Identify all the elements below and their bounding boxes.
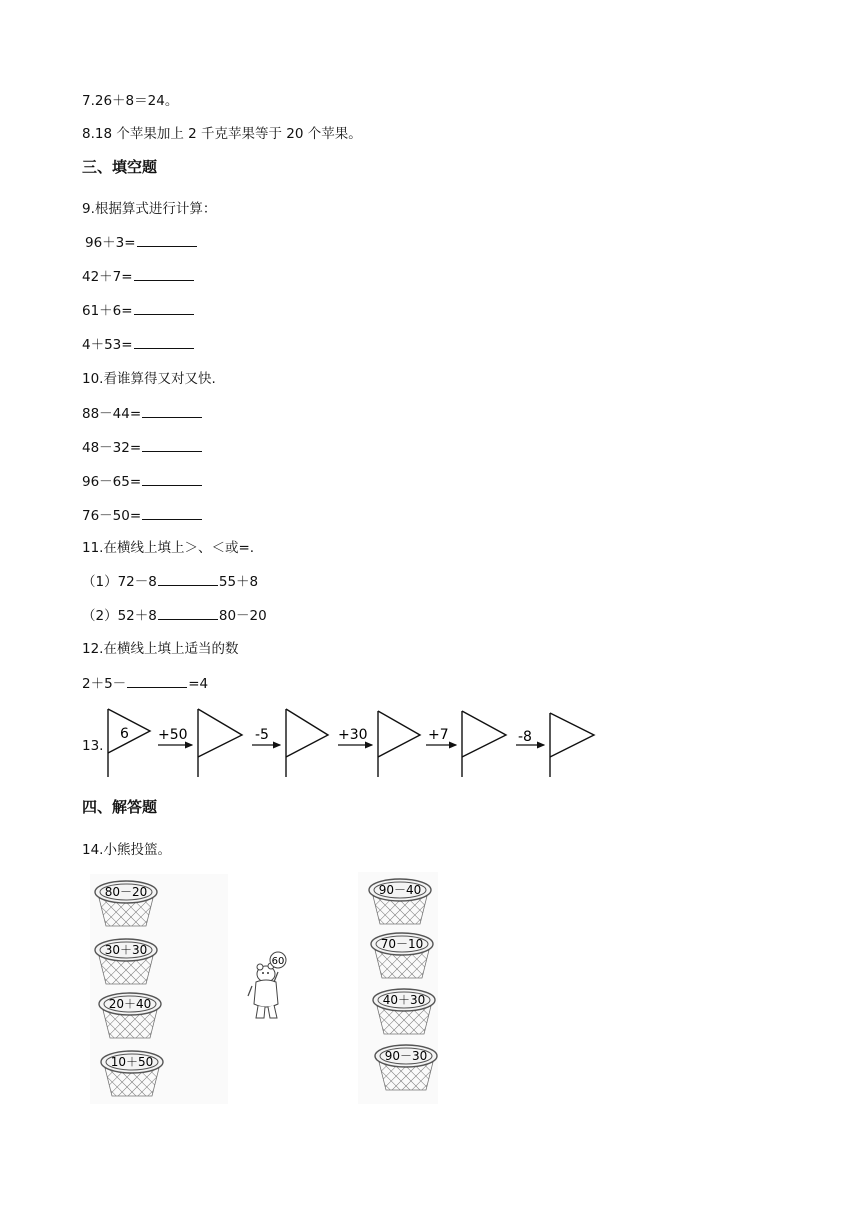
equation: 76－50= [82, 508, 142, 524]
basket-hoop[interactable] [373, 989, 435, 1034]
basketball-picture [88, 872, 448, 1106]
left-expression: （1）72－8 [82, 574, 157, 590]
question-9-item-1 [85, 234, 198, 252]
answer-blank[interactable] [142, 507, 202, 520]
answer-blank[interactable] [134, 302, 194, 315]
result: =4 [188, 676, 209, 692]
flag-chain-diagram [100, 705, 600, 781]
flag-blank[interactable] [286, 709, 328, 777]
answer-blank[interactable] [158, 573, 218, 586]
question-7: 7.26＋8＝24。 [82, 93, 179, 109]
basket-hoop[interactable] [101, 1051, 163, 1096]
operation-label: +7 [428, 727, 449, 743]
operation-label: -8 [518, 729, 532, 745]
basket-hoop[interactable] [99, 993, 161, 1038]
hoop-expression: 30＋30 [104, 943, 148, 957]
basket-hoop[interactable] [95, 881, 157, 926]
section-heading-solve: 四、解答题 [82, 798, 158, 816]
question-10-title: 10.看谁算得又对又快. [82, 371, 216, 387]
operation-label: -5 [255, 727, 269, 743]
equation: 4＋53= [82, 337, 133, 353]
answer-blank[interactable] [142, 439, 202, 452]
question-10-item-1 [82, 405, 203, 423]
question-10-item-2 [82, 439, 203, 457]
answer-blank[interactable] [134, 336, 194, 349]
basket-hoop[interactable] [95, 939, 157, 984]
answer-blank[interactable] [142, 405, 202, 418]
operation-label: +50 [158, 727, 188, 743]
answer-blank[interactable] [137, 234, 197, 247]
hoop-expression: 90－30 [384, 1049, 428, 1063]
equation: 48－32= [82, 440, 142, 456]
answer-blank[interactable] [134, 268, 194, 281]
answer-blank[interactable] [158, 607, 218, 620]
hoop-expression: 90－40 [378, 883, 422, 897]
question-12-title: 12.在横线上填上适当的数 [82, 641, 239, 657]
basket-hoop[interactable] [371, 933, 433, 978]
bear-icon [248, 952, 286, 1018]
equation: 96－65= [82, 474, 142, 490]
flag-blank[interactable] [550, 713, 594, 777]
section-heading-fill-blanks: 三、填空题 [82, 158, 158, 176]
hoop-expression: 80－20 [104, 885, 148, 899]
question-9-title: 9.根据算式进行计算： [82, 201, 217, 217]
flag-blank[interactable] [198, 709, 242, 777]
hoop-expression: 40＋30 [382, 993, 426, 1007]
flag-blank[interactable] [462, 711, 506, 777]
left-expression: 2＋5－ [82, 676, 127, 692]
hoop-expression: 70－10 [380, 937, 424, 951]
question-14-title: 14.小熊投篮。 [82, 842, 171, 858]
equation: 88－44= [82, 406, 142, 422]
hoop-expression: 10＋50 [110, 1055, 154, 1069]
equation: 61＋6= [82, 303, 133, 319]
question-10-item-4 [82, 507, 203, 525]
right-expression: 80－20 [218, 608, 267, 624]
question-10-item-3 [82, 473, 203, 491]
operation-label: +30 [338, 727, 368, 743]
equation: 42＋7= [82, 269, 133, 285]
basket-hoop[interactable] [369, 879, 431, 924]
question-9-item-3 [82, 302, 195, 320]
question-9-item-4 [82, 336, 195, 354]
answer-blank[interactable] [127, 675, 187, 688]
flag-blank[interactable] [378, 711, 420, 777]
hoop-expression: 20＋40 [108, 997, 152, 1011]
basket-hoop[interactable] [375, 1045, 437, 1090]
ball-number: 60 [271, 956, 285, 967]
question-8: 8.18 个苹果加上 2 千克苹果等于 20 个苹果。 [82, 126, 362, 142]
answer-blank[interactable] [142, 473, 202, 486]
equation: 96＋3= [85, 235, 136, 251]
right-expression: 55＋8 [218, 574, 259, 590]
question-11-item-1 [82, 573, 258, 591]
question-12-item [82, 675, 208, 693]
question-11-item-2 [82, 607, 267, 625]
start-value: 6 [120, 726, 129, 742]
flag-start [108, 709, 150, 777]
question-9-item-2 [82, 268, 195, 286]
question-13-label: 13. [82, 738, 104, 754]
question-11-title: 11.在横线上填上＞、＜或=. [82, 540, 255, 556]
left-expression: （2）52＋8 [82, 608, 157, 624]
